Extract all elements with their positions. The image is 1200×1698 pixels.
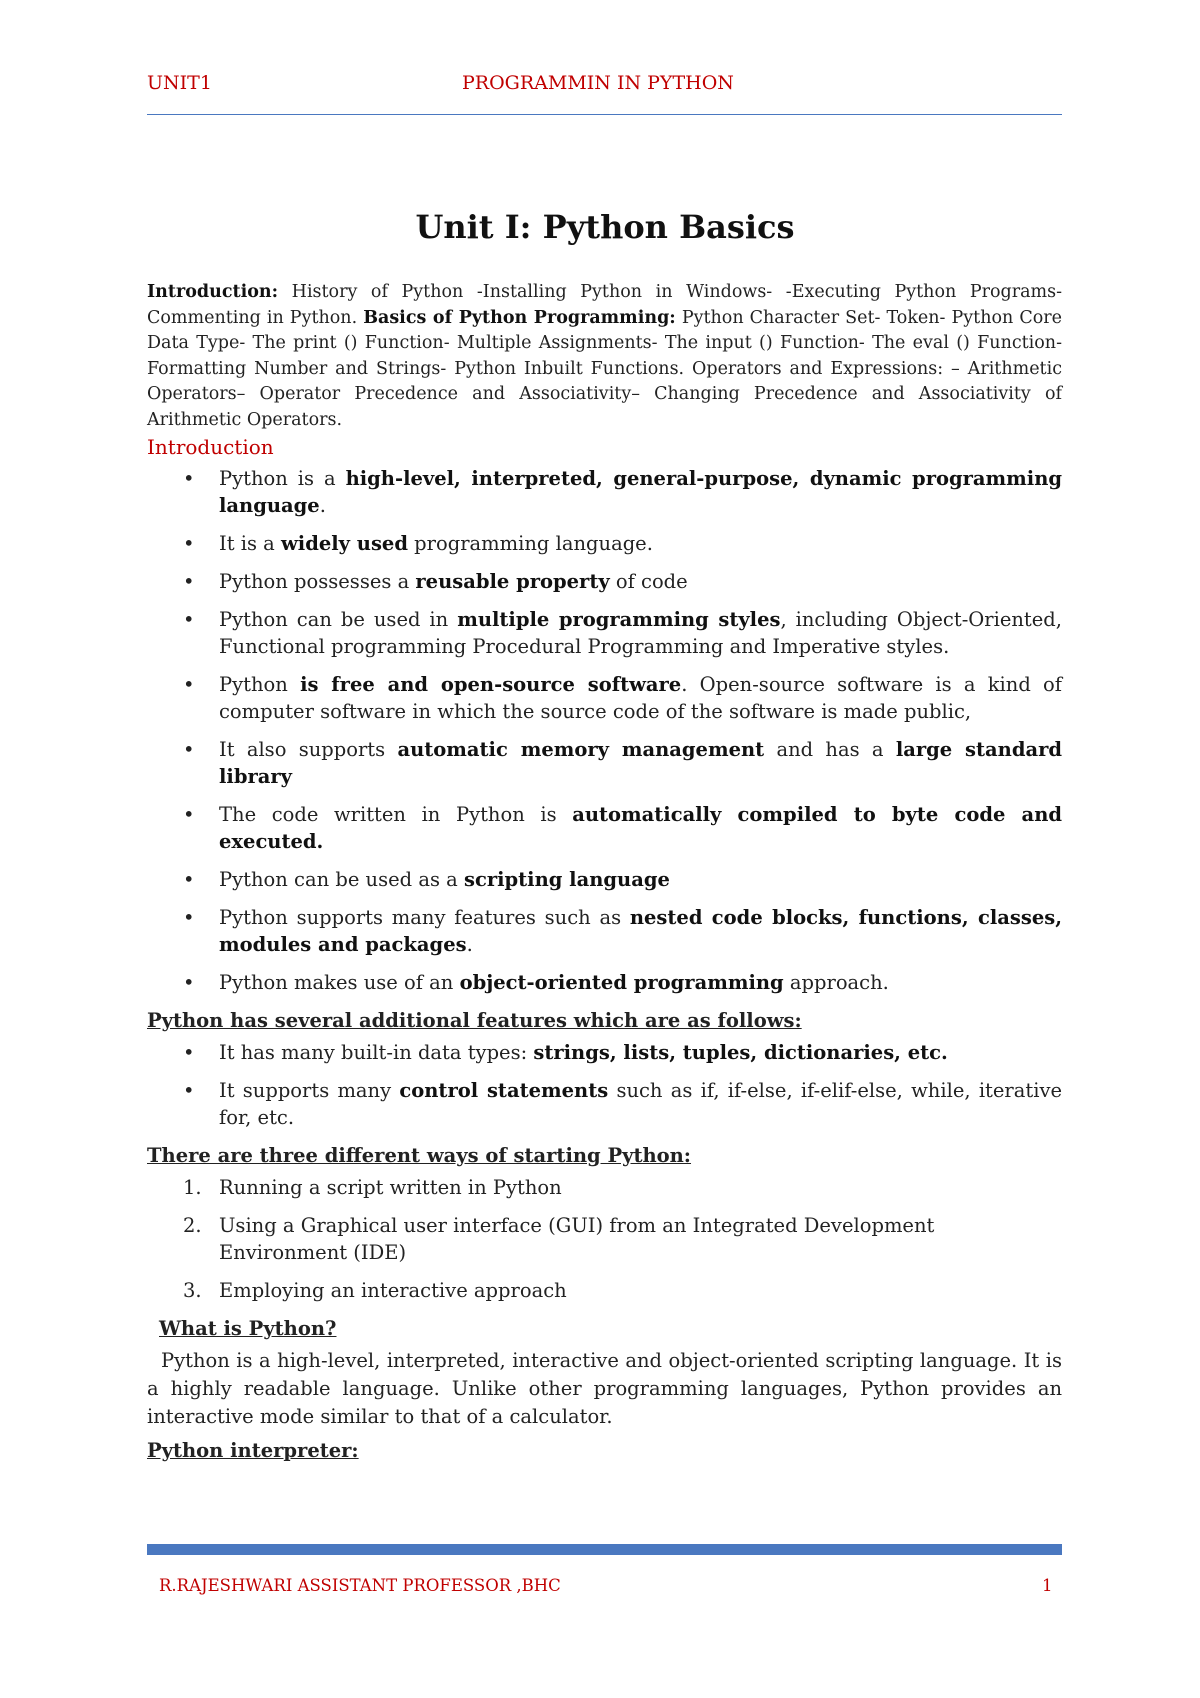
text-segment: and has a	[764, 738, 896, 761]
text-segment: . Open-source software is a kind of computer software in which the source code of the software is made public,	[219, 673, 1062, 723]
bold-text: is free and open-source software	[300, 673, 682, 696]
text-segment: .	[466, 933, 473, 956]
text-segment: It also supports	[219, 738, 398, 761]
list-item	[147, 1039, 1062, 1066]
bullet-glyph: •	[183, 1079, 195, 1102]
intro-paragraph	[147, 280, 1062, 433]
list-item	[147, 969, 1062, 996]
text-segment: Python possesses a	[219, 570, 416, 593]
section-introduction-heading: Introduction	[147, 435, 274, 459]
text-segment: It supports many	[219, 1079, 400, 1102]
list-item	[147, 568, 1062, 595]
text-segment: Python makes use of an	[219, 971, 460, 994]
bullet-glyph: •	[183, 608, 195, 631]
text-segment: such as if, if-else, if-elif-else, while, iterative for, etc.	[219, 1079, 1063, 1129]
numbered-item	[147, 1212, 1062, 1266]
bold-text: high-level, interpreted, general-purpose, dynamic programming language	[219, 467, 1063, 517]
numbered-item	[147, 1174, 1062, 1201]
item-text: Running a script written in Python	[219, 1176, 562, 1199]
features-bullet-list	[147, 1039, 1062, 1131]
list-item	[147, 530, 1062, 557]
intro-bullet-list	[147, 465, 1062, 996]
intro-label: Introduction:	[147, 282, 279, 302]
bullet-glyph: •	[183, 570, 195, 593]
text-segment: Python supports many features such as	[219, 906, 630, 929]
bullet-glyph: •	[183, 868, 195, 891]
what-is-python-heading: What is Python?	[159, 1317, 337, 1340]
features-heading: Python has several additional features which are as follows:	[147, 1009, 802, 1032]
text-segment: .	[319, 494, 326, 517]
page-title: Unit I: Python Basics	[415, 208, 795, 246]
bold-text: automatically compiled to byte code and executed.	[219, 803, 1063, 853]
bold-text: multiple programming styles	[457, 608, 781, 631]
text-segment: It has many built-in data types:	[219, 1041, 534, 1064]
text-segment: , including Object-Oriented, Functional programming Procedural Programming and Imperative styles.	[219, 608, 1062, 658]
list-item	[147, 606, 1062, 660]
header-course: PROGRAMMIN IN PYTHON	[462, 72, 734, 94]
list-item	[147, 465, 1062, 519]
item-number: 2.	[183, 1214, 202, 1237]
bold-text: reusable property	[415, 570, 610, 593]
list-item	[147, 801, 1062, 855]
bold-text: widely used	[281, 532, 408, 555]
bullet-glyph: •	[183, 1041, 195, 1064]
bullet-glyph: •	[183, 803, 195, 826]
ways-heading: There are three different ways of starting Python:	[147, 1144, 692, 1167]
bullet-glyph: •	[183, 467, 195, 490]
bullet-glyph: •	[183, 738, 195, 761]
ways-numbered-list	[147, 1174, 1062, 1304]
text-segment: Python can be used as a	[219, 868, 464, 891]
bullet-glyph: •	[183, 971, 195, 994]
bold-text: strings, lists, tuples, dictionaries, etc.	[533, 1041, 948, 1064]
item-text: Using a Graphical user interface (GUI) from an Integrated Development Environment (IDE)	[219, 1214, 935, 1264]
text-segment: Python is a	[219, 467, 346, 490]
footer-author: R.RAJESHWARI ASSISTANT PROFESSOR ,BHC	[159, 1576, 561, 1595]
list-item	[147, 904, 1062, 958]
header-rule	[147, 114, 1062, 115]
bullet-glyph: •	[183, 532, 195, 555]
page-number: 1	[1042, 1576, 1053, 1595]
list-item	[147, 671, 1062, 725]
text-segment: programming language.	[407, 532, 653, 555]
text-segment: It is a	[219, 532, 282, 555]
text-segment: approach.	[783, 971, 889, 994]
bold-text: control statements	[399, 1079, 609, 1102]
bold-text: scripting language	[464, 868, 670, 891]
item-text: Employing an interactive approach	[219, 1279, 567, 1302]
text-segment: Python can be used in	[219, 608, 458, 631]
list-item	[147, 736, 1062, 790]
basics-label: Basics of Python Programming:	[363, 307, 676, 328]
content	[147, 280, 1062, 1469]
bullet-glyph: •	[183, 673, 195, 696]
what-is-python-paragraph: Python is a high-level, interpreted, interactive and object-oriented scripting language. It is a highly readable language. Unlike other programming languages, Python provides an interactive mode similar to that of a calculator.	[147, 1349, 1062, 1428]
bold-text: object-oriented programming	[459, 971, 784, 994]
text-segment: Python	[219, 673, 301, 696]
footer-rule	[147, 1544, 1062, 1555]
bullet-glyph: •	[183, 906, 195, 929]
bold-text: large standard library	[219, 738, 1063, 788]
bold-text: automatic memory management	[397, 738, 765, 761]
text-segment: The code written in Python is	[219, 803, 573, 826]
item-number: 3.	[183, 1279, 202, 1302]
bold-text: nested code blocks, functions, classes, modules and packages	[219, 906, 1062, 956]
list-item	[147, 866, 1062, 893]
text-segment: of code	[609, 570, 688, 593]
basics-text: Python Character Set- Token- Python Core Data Type- The print () Function- Multiple Assignments- The input () Function- The eval () Function- Formatting Number and Strings- Python Inbuilt Functions. Operators and Expressions: – Arithmetic Operators– Operator Precedence and Associativity– Changing Precedence and Associativity of Arithmetic Operators.	[147, 307, 1062, 430]
item-number: 1.	[183, 1176, 202, 1199]
list-item	[147, 1077, 1062, 1131]
python-interpreter-heading: Python interpreter:	[147, 1439, 359, 1462]
intro-text: History of Python -Installing Python in Windows- -Executing Python Programs- Commenting in Python.	[147, 282, 1062, 328]
numbered-item	[147, 1277, 1062, 1304]
header-unit: UNIT1	[147, 72, 212, 94]
